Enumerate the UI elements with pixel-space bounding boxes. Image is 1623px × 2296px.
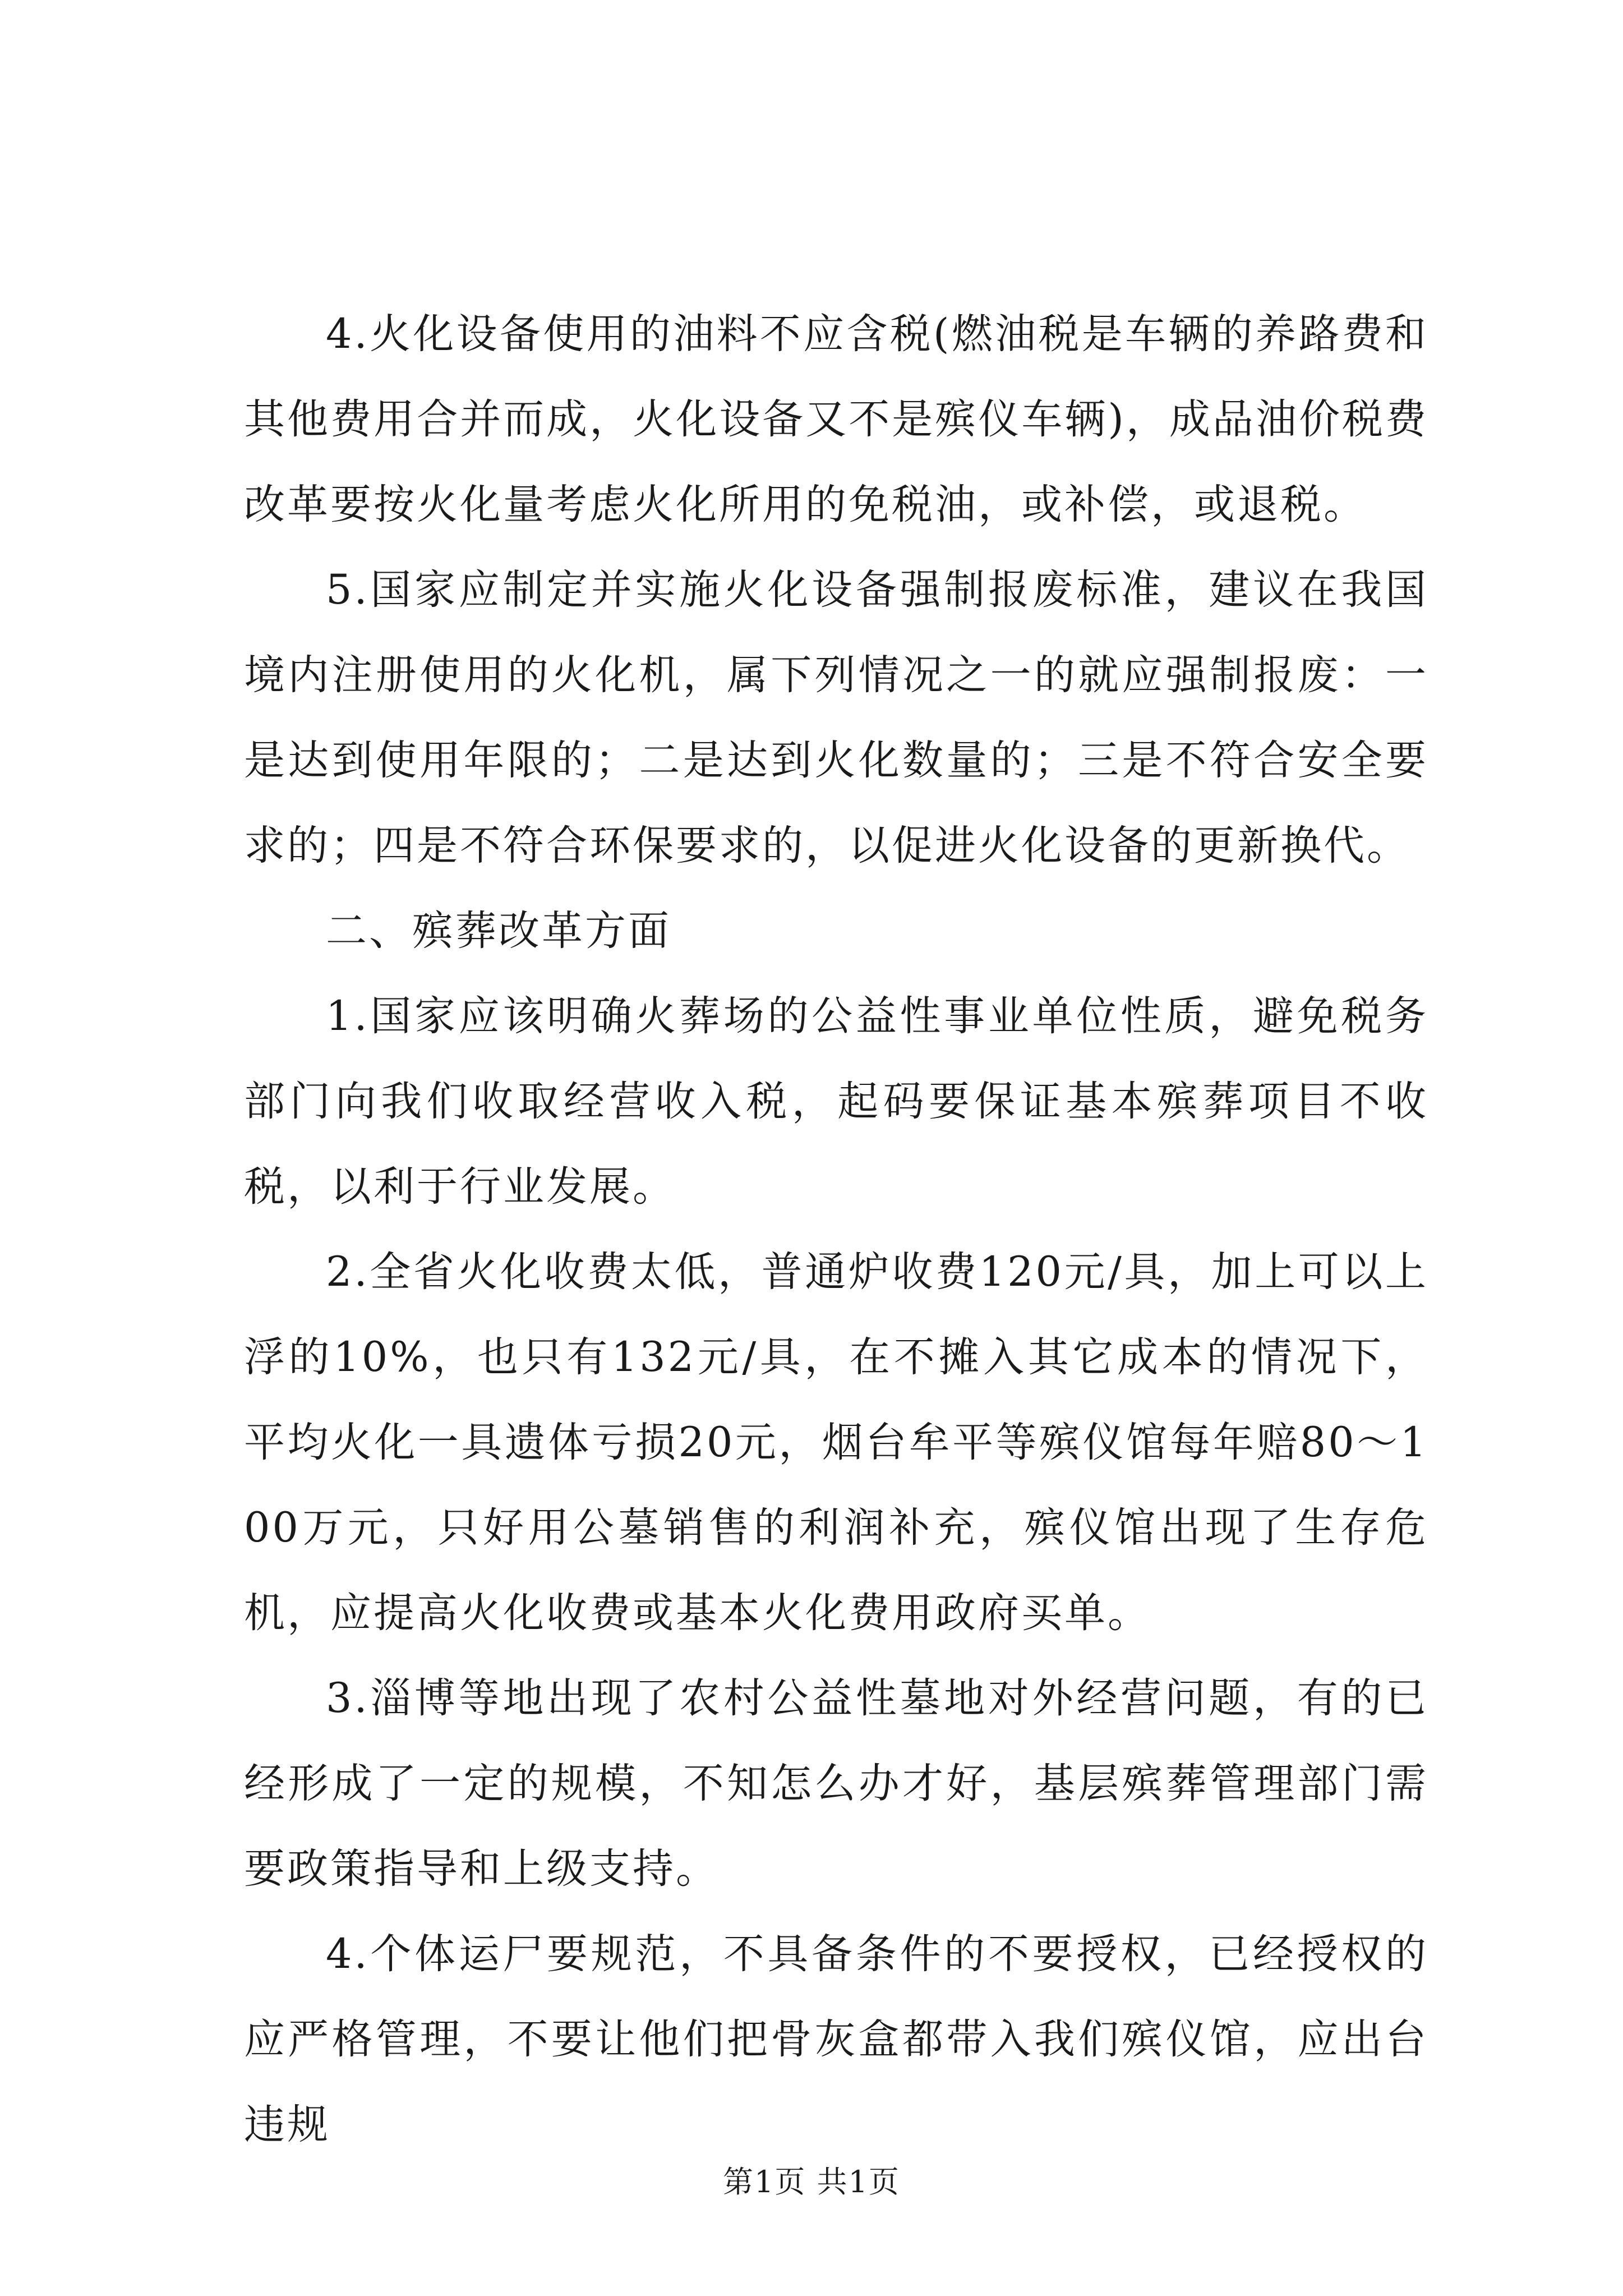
paragraph-scrap-standard: 5.国家应制定并实施火化设备强制报废标准，建议在我国境内注册使用的火化机，属下列情况之一的就应强制报废：一是达到使用年限的；二是达到火化数量的；三是不符合安全要求的；四是不符合环保要求的，以促进火化设备的更新换代。 bbox=[244, 566, 1428, 869]
paragraph-fuel-tax: 4.火化设备使用的油料不应含税(燃油税是车辆的养路费和其他费用合并而成，火化设备又不是殡仪车辆)，成品油价税费改革要按火化量考虑火化所用的免税油，或补偿，或退税。 bbox=[244, 310, 1428, 528]
section-heading-funeral-reform: 二、殡葬改革方面 bbox=[326, 907, 671, 955]
page-footer: 第1页 共1页 bbox=[723, 2164, 900, 2200]
paragraph-cremation-fees: 2.全省火化收费太低，普通炉收费120元/具，加上可以上浮的10%，也只有132元/具，在不摊入其它成本的情况下，平均火化一具遗体亏损20元，烟台牟平等殡仪馆每年赔80～100万元，只好用公墓销售的利润补充，殡仪馆出现了生存危机，应提高火化收费或基本火化费用政府买单。 bbox=[244, 1248, 1428, 1637]
paragraph-public-welfare: 1.国家应该明确火葬场的公益性事业单位性质，避免税务部门向我们收取经营收入税，起码要保证基本殡葬项目不收税，以利于行业发展。 bbox=[244, 992, 1428, 1211]
document-body bbox=[244, 292, 1428, 2168]
paragraph-body-transport: 4.个体运尸要规范，不具备条件的不要授权，已经授权的应严格管理，不要让他们把骨灰盒都带入我们殡仪馆，应出台违规 bbox=[244, 1930, 1428, 2148]
paragraph-rural-cemetery: 3.淄博等地出现了农村公益性墓地对外经营问题，有的已经形成了一定的规模，不知怎么办才好，基层殡葬管理部门需要政策指导和上级支持。 bbox=[244, 1674, 1428, 1893]
